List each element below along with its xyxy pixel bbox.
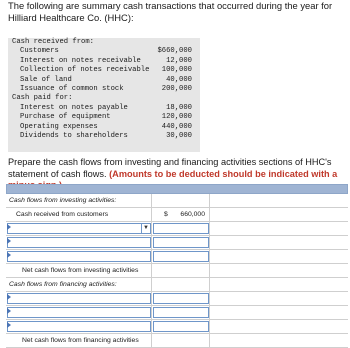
label-cell [6,250,152,264]
amount-cell [152,264,210,278]
transaction-amount: 40,000 [166,75,192,84]
transaction-amount: 120,000 [161,113,192,122]
paid-heading-row [8,94,200,103]
amount-input[interactable] [153,223,209,234]
worksheet-row [6,306,348,320]
flag-icon [7,224,11,230]
amount-cell [152,306,210,320]
amount-cell [152,320,210,334]
total-cell [210,222,348,236]
total-cell [210,278,348,292]
investing-heading: Cash flows from investing activities: [6,194,152,208]
transaction-row [8,66,200,75]
worksheet-row [6,250,348,264]
transaction-row [8,47,200,56]
transaction-row [8,123,200,132]
worksheet-row [6,222,348,236]
transaction-row [8,85,200,94]
worksheet-row [6,278,348,292]
worksheet-row [6,208,348,222]
amount-input[interactable] [153,237,209,248]
transaction-row [8,132,200,141]
label-cell [6,292,152,306]
transaction-label: Purchase of equipment [20,113,111,122]
received-heading-row [8,38,200,47]
dollar-sign: $ [164,211,168,218]
account-dropdown[interactable] [7,251,151,262]
transaction-amount: 200,000 [161,84,192,93]
investing-row-amount: 660,000 [180,211,205,218]
label-cell [6,320,152,334]
transaction-amount: 12,000 [166,56,192,65]
label-cell [6,236,152,250]
instructions-text: Prepare the cash flows from investing and financing activities sections of HHC's statement of cash flows. [8,157,332,179]
worksheet-row [6,320,348,334]
transaction-label: Interest on notes payable [20,103,128,112]
flag-icon [7,252,11,258]
amount-cell [152,208,210,222]
worksheet-row [6,236,348,250]
financing-heading: Cash flows from financing activities: [6,278,152,292]
instructions-note: (Amounts to be deducted should be indicated with a [109,168,338,179]
total-cell [210,264,348,278]
flag-icon [7,308,11,314]
label-cell [6,306,152,320]
flag-icon [7,322,11,328]
flag-icon [7,294,11,300]
transaction-label: Issuance of common stock [20,84,124,93]
label-cell [6,222,152,236]
transaction-amount: 100,000 [161,66,192,75]
transaction-amount: 440,000 [161,122,192,131]
transactions-table [8,38,200,152]
amount-cell [152,278,210,292]
amount-cell [152,292,210,306]
transaction-row [8,76,200,85]
transaction-amount: 18,000 [166,103,192,112]
worksheet-row [6,292,348,306]
transaction-amount: $660,000 [157,47,192,56]
account-dropdown[interactable] [7,237,151,248]
transaction-amount: 30,000 [166,131,192,140]
problem-intro: The following are summary cash transactions that occurred during the year for Hilliard Healthcare Co. (HHC): [8,0,333,23]
transaction-row [8,104,200,113]
worksheet-row [6,194,348,208]
amount-cell [152,236,210,250]
account-dropdown[interactable] [7,307,151,318]
transaction-label: Interest on notes receivable [20,56,141,65]
transaction-label: Customers [20,47,59,56]
total-cell [210,194,348,208]
amount-cell [152,250,210,264]
worksheet-row [6,264,348,278]
total-cell [210,236,348,250]
net-investing-label: Net cash flows from investing activities [6,264,152,278]
account-dropdown[interactable] [7,223,151,234]
amount-input[interactable] [153,251,209,262]
transaction-row [8,57,200,66]
total-cell [210,334,348,348]
transaction-label: Sale of land [20,75,72,84]
chevron-down-icon: ▼ [141,224,150,233]
amount-input[interactable] [153,321,209,332]
net-financing-label: Net cash flows from financing activities [6,334,152,348]
amount-cell [152,222,210,236]
transaction-label: Dividends to shareholders [20,131,128,140]
total-cell [210,320,348,334]
received-heading: Cash received from: [12,38,94,46]
investing-row-label: Cash received from customers [6,208,152,222]
transaction-label: Collection of notes receivable [20,66,150,75]
transaction-row [8,113,200,122]
total-cell [210,208,348,222]
paid-heading: Cash paid for: [12,94,73,103]
total-cell [210,292,348,306]
flag-icon [7,238,11,244]
transaction-label: Operating expenses [20,122,98,131]
amount-input[interactable] [153,307,209,318]
worksheet-header-bar [6,184,348,194]
worksheet-row [6,334,348,348]
amount-cell [152,194,210,208]
amount-cell [152,334,210,348]
total-cell [210,306,348,320]
total-cell [210,250,348,264]
account-dropdown[interactable] [7,321,151,332]
